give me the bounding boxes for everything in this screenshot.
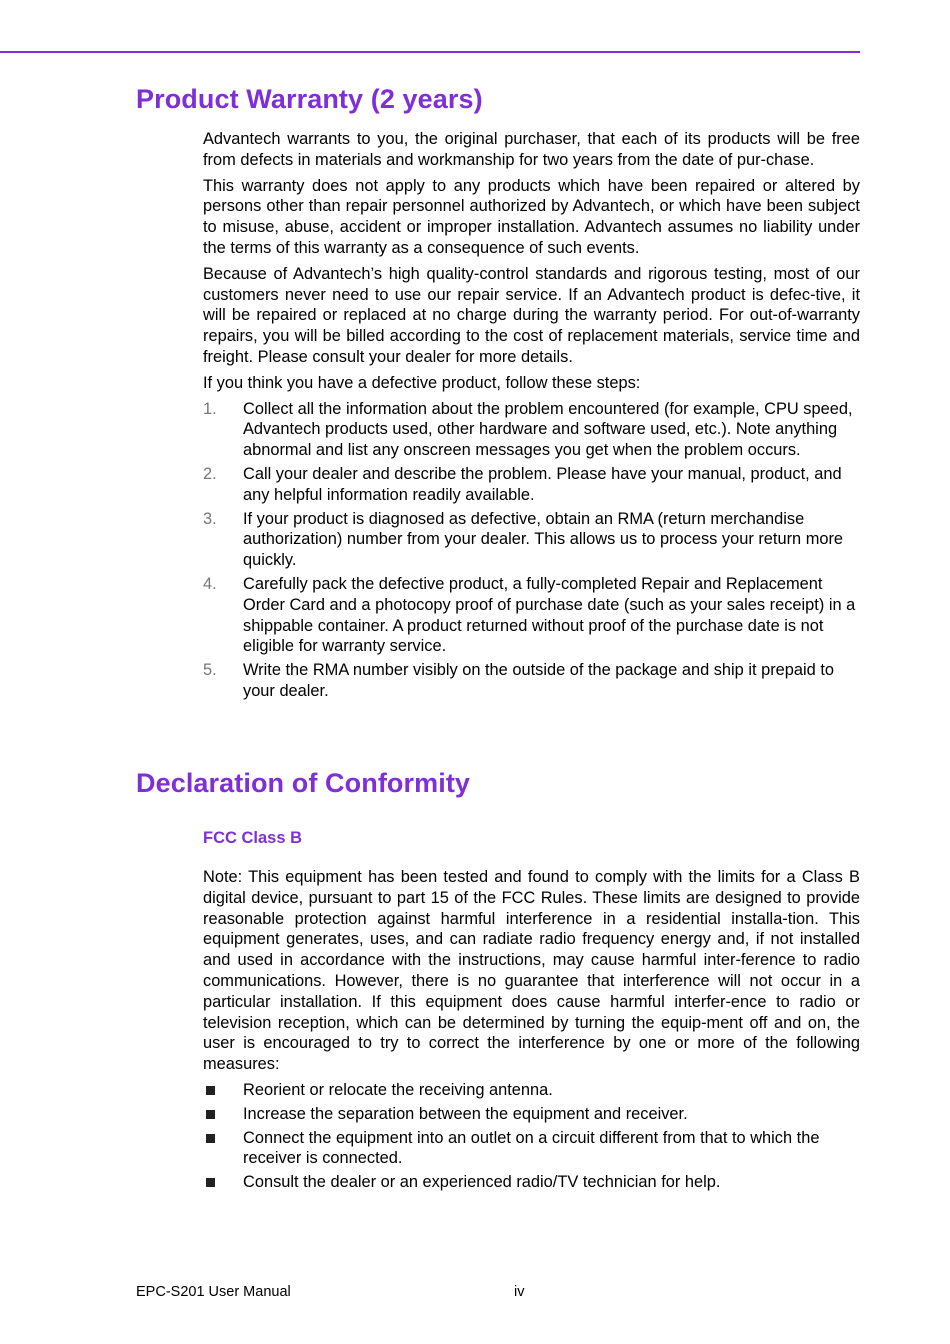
list-item [203,1172,860,1193]
list-item [203,1128,860,1170]
step-text: Collect all the information about the problem encountered (for example, CPU speed, Advantech products used, other hardware and software used, etc.). Note anything abnormal and list any onscreen messages you get when the problem occurs. [243,399,853,460]
square-bullet-icon [206,1134,215,1143]
step-text: Carefully pack the defective product, a fully-completed Repair and Replacement Order Card and a photocopy proof of purchase date (such as your sales receipt) in a shippable container. A product returned without proof of the purchase date is not eligible for warranty service. [243,574,856,656]
conformity-heading: Declaration of Conformity [136,768,471,798]
fcc-body [203,867,860,1196]
list-item [203,660,860,702]
step-text: Call your dealer and describe the problem. Please have your manual, product, and any helpful information readily available. [243,464,842,504]
warranty-paragraph: Because of Advantech’s high quality-control standards and rigorous testing, most of our customers never need to use our repair service. If an Advantech product is defec-tive, it will be repaired or replaced at no charge during the warranty period. For out-of-warranty repairs, you will be billed according to the cost of replacement materials, service time and freight. Please consult your dealer for more details. [203,264,860,366]
step-number: 3. [203,509,217,528]
measure-text: Connect the equipment into an outlet on a circuit different from that to which the receiver is connected. [243,1128,820,1168]
square-bullet-icon [206,1110,215,1119]
list-item [203,1080,860,1101]
header-rule [0,51,860,53]
list-item [203,464,860,506]
measure-text: Reorient or relocate the receiving antenna. [243,1080,553,1099]
fcc-note: Note: This equipment has been tested and found to comply with the limits for a Class B digital device, pursuant to part 15 of the FCC Rules. These limits are designed to provide reasonable protection against harmful interference in a residential installa-tion. This equipment generates, uses, and can radiate radio frequency energy and, if not installed and used in accordance with the instructions, may cause harmful inter-ference to radio communications. However, there is no guarantee that interference will not occur in a particular installation. If this equipment does cause harmful interfer-ence to radio or television reception, which can be determined by turning the equip-ment off and on, the user is encouraged to try to correct the interference by one or more of the following measures: [203,868,860,1074]
step-text: Write the RMA number visibly on the outside of the package and ship it prepaid to your dealer. [243,661,835,700]
step-text: If your product is diagnosed as defective, obtain an RMA (return merchandise authorization) number from your dealer. This allows us to process your return more quickly. [243,509,844,570]
step-number: 1. [203,399,217,418]
footer-manual-title: EPC-S201 User Manual [136,1284,291,1300]
measures-list [203,1080,860,1193]
warranty-paragraph: This warranty does not apply to any products which have been repaired or altered by persons other than repair personnel authorized by Advantech, or which have been subject to misuse, abuse, accident or improper installation. Advantech assumes no liability under the terms of this warranty as a consequence of such events. [203,176,860,257]
square-bullet-icon [206,1178,215,1187]
square-bullet-icon [206,1086,215,1095]
step-number: 5. [203,661,217,680]
warranty-heading: Product Warranty (2 years) [136,84,483,114]
warranty-paragraph: Advantech warrants to you, the original purchaser, that each of its products will be free from defects in materials and workmanship for two years from the date of pur-chase. [203,130,860,169]
warranty-paragraph: If you think you have a defective product, follow these steps: [203,373,641,392]
list-item [203,509,860,571]
warranty-steps-list [203,399,860,702]
step-number: 2. [203,464,217,483]
step-number: 4. [203,574,217,593]
measure-text: Consult the dealer or an experienced radio/TV technician for help. [243,1173,721,1192]
fcc-subheading: FCC Class B [203,829,303,847]
list-item [203,1104,860,1125]
list-item [203,574,860,657]
warranty-body [203,129,860,705]
footer-page-number: iv [514,1284,525,1300]
list-item [203,399,860,461]
measure-text: Increase the separation between the equipment and receiver. [243,1104,688,1123]
